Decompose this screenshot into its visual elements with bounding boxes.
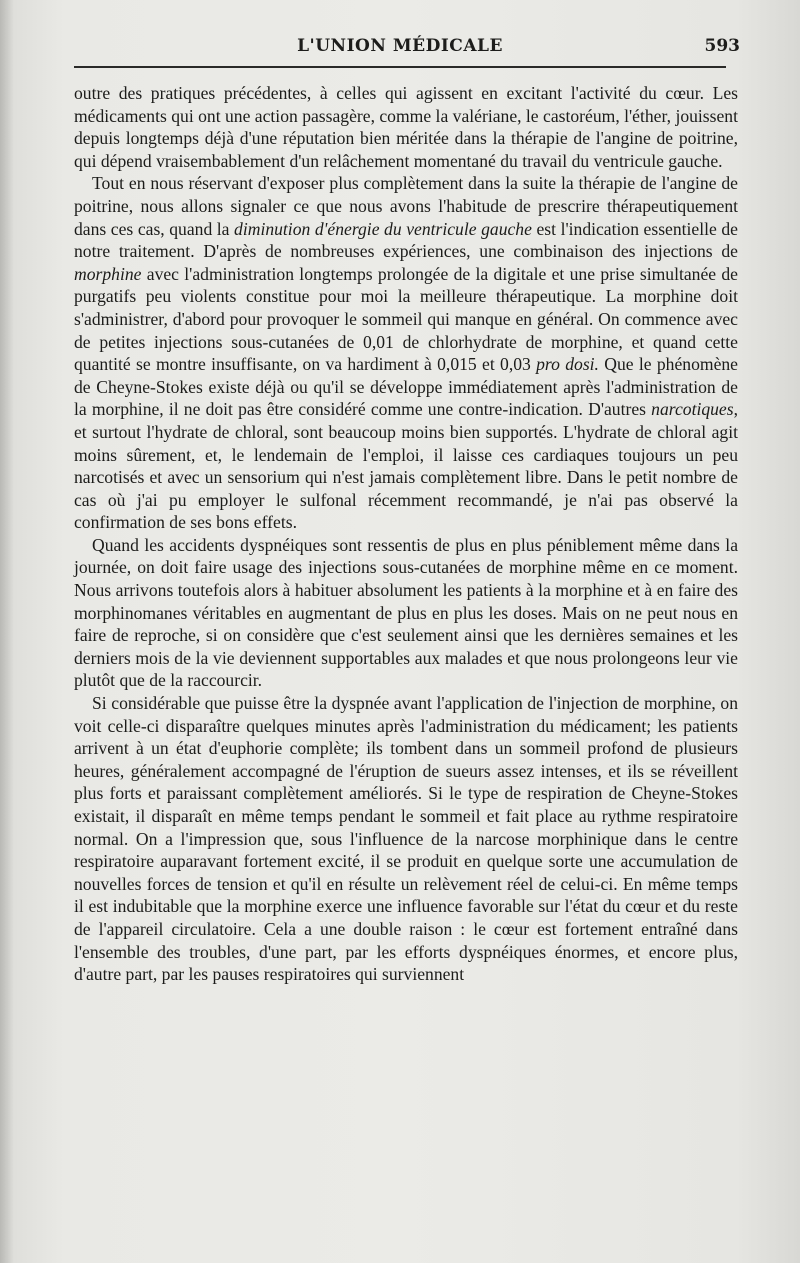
paragraph-p3 <box>74 534 738 692</box>
text-run: Que le phénomène de Cheyne-Stokes existe déjà ou qu'il se développe immédiatement après l'administration de la morphine, il ne doit pas être considéré comme une contre-indication. D'autres <box>74 354 738 420</box>
italic-text: narcotiques <box>651 399 734 420</box>
italic-text: morphine <box>74 263 142 284</box>
paragraph-p4 <box>74 692 738 986</box>
paragraph-p2 <box>74 172 738 534</box>
header-rule <box>74 66 726 68</box>
italic-text: pro dosi. <box>536 354 599 375</box>
text-run: est l'indication essentielle de notre traitement. D'après de nombreuses expériences, une combinaison des injections de <box>74 218 738 262</box>
binding-shadow <box>0 0 14 1263</box>
text-run: Tout en nous réservant d'exposer plus complètement dans la suite la thérapie de l'angine de poitrine, nous allons signaler ce que nous avons l'habitude de prescrire thérapeutiquement dans ces cas, quand la <box>74 173 738 239</box>
running-title: L'UNION MÉDICALE <box>297 36 503 56</box>
page-number: 593 <box>704 36 740 56</box>
text-run: Si considérable que puisse être la dyspnée avant l'application de l'injection de morphine, on voit celle-ci disparaître quelques minutes après l'administration du médicament; les patients arrivent à un état d'euphorie complète; ils tombent dans un sommeil profond de plusieurs heures, généralement accompagné de l'éruption de sueurs assez intenses, et ils se réveillent plus forts et paraissant complètement améliorés. Si le type de respiration de Cheyne-Stokes existait, il disparaît en même temps pendant le sommeil et fait place au rythme respiratoire normal. On a l'impression que, sous l'influence de la narcose morphinique dans le centre respiratoire auparavant fortement excité, il se produit en quelque sorte une accumulation de nouvelles forces de tension et qu'il en résulte un relèvement réel de celui-ci. En même temps il est indubitable que la morphine exerce une influence favorable sur l'état du cœur et du reste de l'appareil circulatoire. Cela a une double raison : le cœur est fortement entraîné dans l'ensemble des troubles, d'une part, par les efforts dyspnéiques énormes, et encore plus, d'autre part, par les pauses respiratoires qui surviennent <box>74 693 738 985</box>
text-run: avec l'administration longtemps prolongée de la digitale et une prise simultanée de purgatifs peu violents constitue pour moi la meilleure thérapeutique. La morphine doit s'administrer, d'abord pour provoquer le sommeil qui manque en général. On commence avec de petites injections sous-cutanées de 0,01 de chlorhydrate de morphine, et quand cette quantité se montre insuffisante, on va hardiment à 0,015 et 0,03 <box>74 263 738 375</box>
running-head <box>0 36 800 62</box>
body-text <box>74 82 738 986</box>
text-run: Quand les accidents dyspnéiques sont ressentis de plus en plus péniblement même dans la journée, on doit faire usage des injections sous-cutanées de morphine même en ce moment. Nous arrivons toutefois alors à habituer absolument les patients à la morphine et à en faire des morphinomanes véritables en augmentant de plus en plus les doses. Mais on ne peut nous en faire de reproche, si on considère que c'est seulement ainsi que les dernières semaines et les derniers mois de la vie deviennent supportables aux malades et que nous prolongeons leur vie plutôt que de la raccourcir. <box>74 534 738 691</box>
italic-text: diminution d'énergie du ventricule gauche <box>234 218 532 239</box>
text-run: , et surtout l'hydrate de chloral, sont beaucoup moins bien supportés. L'hydrate de chloral agit moins sûrement, et, le lendemain de l'emploi, il laisse ces cardiaques toujours un peu narcotisés et avec un sensorium qui n'est jamais complètement libre. Dans le petit nombre de cas où j'ai pu employer le sulfonal récemment recommandé, je n'ai pas observé la confirmation de ses bons effets. <box>74 399 738 533</box>
text-run: outre des pratiques précédentes, à celles qui agissent en excitant l'activité du cœur. Les médicaments qui ont une action passagère, comme la valériane, le castoréum, l'éther, jouissent depuis longtemps déjà d'une réputation bien méritée dans la thérapie de l'angine de poitrine, qui dépend vraisembablement d'un relâchement momentané du travail du ventricule gauche. <box>74 83 738 171</box>
paragraph-p1 <box>74 82 738 172</box>
